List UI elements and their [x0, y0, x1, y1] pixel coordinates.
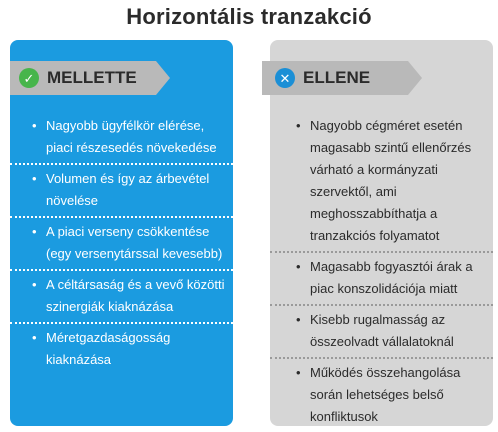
- page-title: Horizontális tranzakció: [126, 4, 372, 29]
- check-icon: ✓: [19, 68, 39, 88]
- con-list: [270, 112, 493, 432]
- list-item: • Magasabb fogyasztói árak a piac konszolidációja miatt: [270, 251, 493, 304]
- x-icon: ✕: [275, 68, 295, 88]
- pro-banner: [10, 61, 170, 95]
- pro-label: MELLETTE: [47, 68, 137, 87]
- con-banner: [262, 61, 422, 95]
- list-item: • A céltársaság és a vevő közötti szinergiák kiaknázása: [10, 269, 233, 322]
- list-item: • Működés összehangolása során lehetséges belső konfliktusok: [270, 357, 493, 432]
- list-item: • Volumen és így az árbevétel növelése: [10, 163, 233, 216]
- list-item: • Nagyobb ügyfélkör elérése, piaci részesedés növekedése: [32, 118, 217, 155]
- list-item: • Kisebb rugalmasság az összeolvadt vállalatoknál: [270, 304, 493, 357]
- list-item: • A piaci verseny csökkentése (egy versenytárssal kevesebb): [10, 216, 233, 269]
- pro-list: [10, 112, 233, 375]
- list-item: • Méretgazdaságosság kiaknázása: [10, 322, 233, 375]
- con-label: ELLENE: [303, 68, 371, 87]
- list-item: • Nagyobb cégméret esetén magasabb szintű ellenőrzés várható a kormányzati szervektől, ami meghosszabbíthatja a tranzakciós folyamatot: [296, 118, 472, 243]
